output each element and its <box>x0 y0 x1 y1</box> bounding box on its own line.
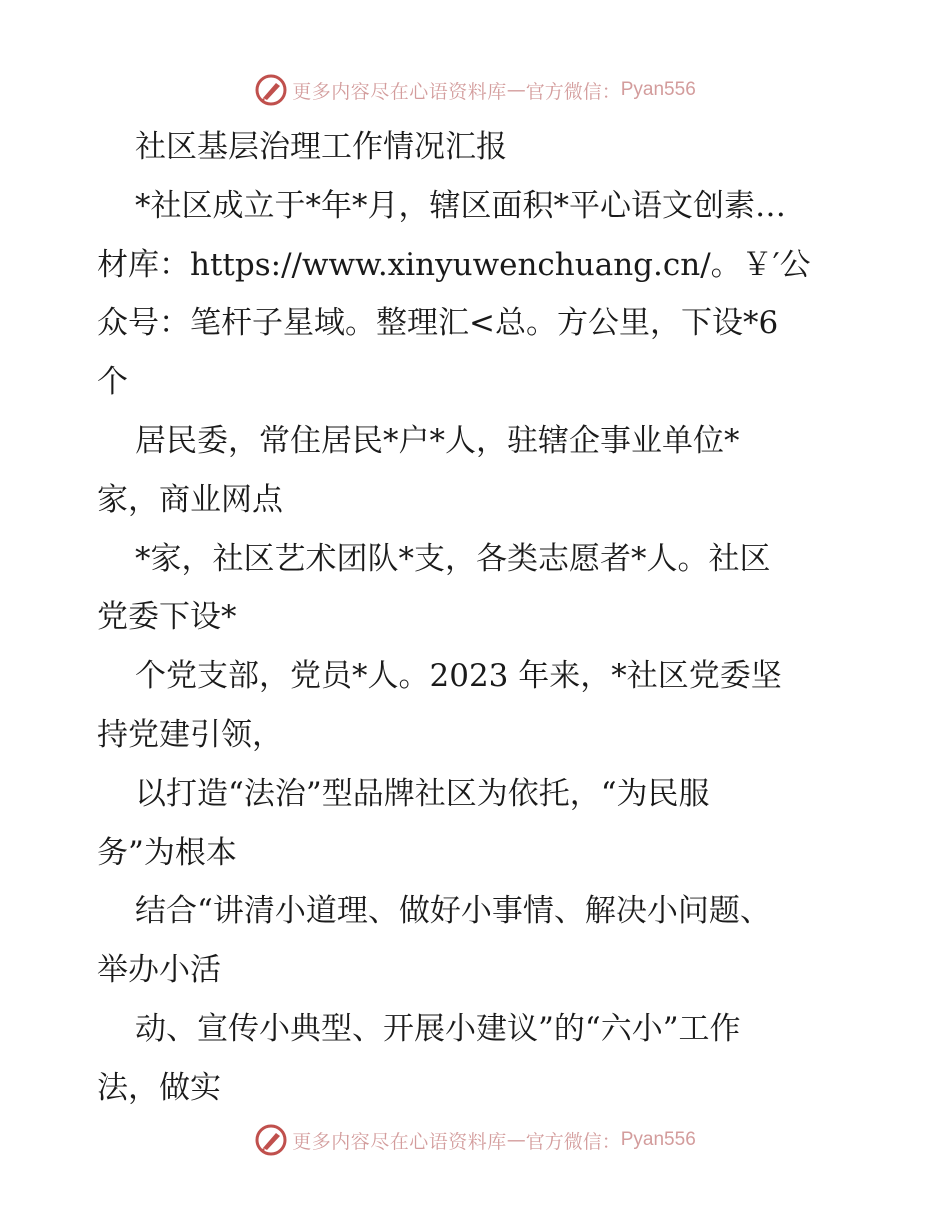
banner-wechat-label: 官方微信： <box>525 1130 621 1153</box>
banner-wechat-id: Pyan556 <box>620 1129 696 1150</box>
text-line: 众号：笔杆子星域。整理汇<总。方公里，下设*6 <box>97 305 779 342</box>
text-line: 家，商业网点 <box>97 481 283 518</box>
pen-logo-icon <box>254 73 288 107</box>
banner-title: 更多内容尽在心语资料库 <box>292 1130 507 1153</box>
text-line: 以打造“法治”型品牌社区为依托，“为民服 <box>135 775 710 812</box>
text-line: 动、宣传小典型、开展小建议”的“六小”工作 <box>135 1010 741 1047</box>
text-line: 举办小活 <box>97 952 221 989</box>
text-line: 材库：https://www.xinyuwenchuang.cn/。￥′公 <box>97 246 811 283</box>
text-line: 个 <box>97 364 128 401</box>
banner-dash: — <box>506 1129 526 1151</box>
document-body <box>97 118 857 1118</box>
text-line: *家，社区艺术团队*支，各类志愿者*人。社区 <box>135 540 771 577</box>
banner-dash: — <box>506 79 526 101</box>
header-banner <box>0 70 950 110</box>
text-line: *社区成立于*年*月，辖区面积*平心语文创素… <box>135 187 786 224</box>
banner-wechat-id: Pyan556 <box>620 79 696 100</box>
document-title: 社区基层治理工作情况汇报 <box>135 129 507 165</box>
text-line: 持党建引领， <box>97 716 283 753</box>
text-line: 党委下设* <box>97 599 237 636</box>
footer-banner <box>0 1120 950 1160</box>
text-line: 个党支部，党员*人。2023 年来，*社区党委坚 <box>135 658 782 695</box>
banner-wechat-label: 官方微信： <box>525 80 621 103</box>
text-line: 居民委，常住居民*户*人，驻辖企事业单位* <box>135 422 740 459</box>
text-line: 务”为根本 <box>97 834 237 871</box>
banner-title: 更多内容尽在心语资料库 <box>292 80 507 103</box>
pen-logo-icon <box>254 1123 288 1157</box>
text-line: 结合“讲清小道理、做好小事情、解决小问题、 <box>135 893 771 930</box>
text-line: 法，做实 <box>97 1069 221 1106</box>
